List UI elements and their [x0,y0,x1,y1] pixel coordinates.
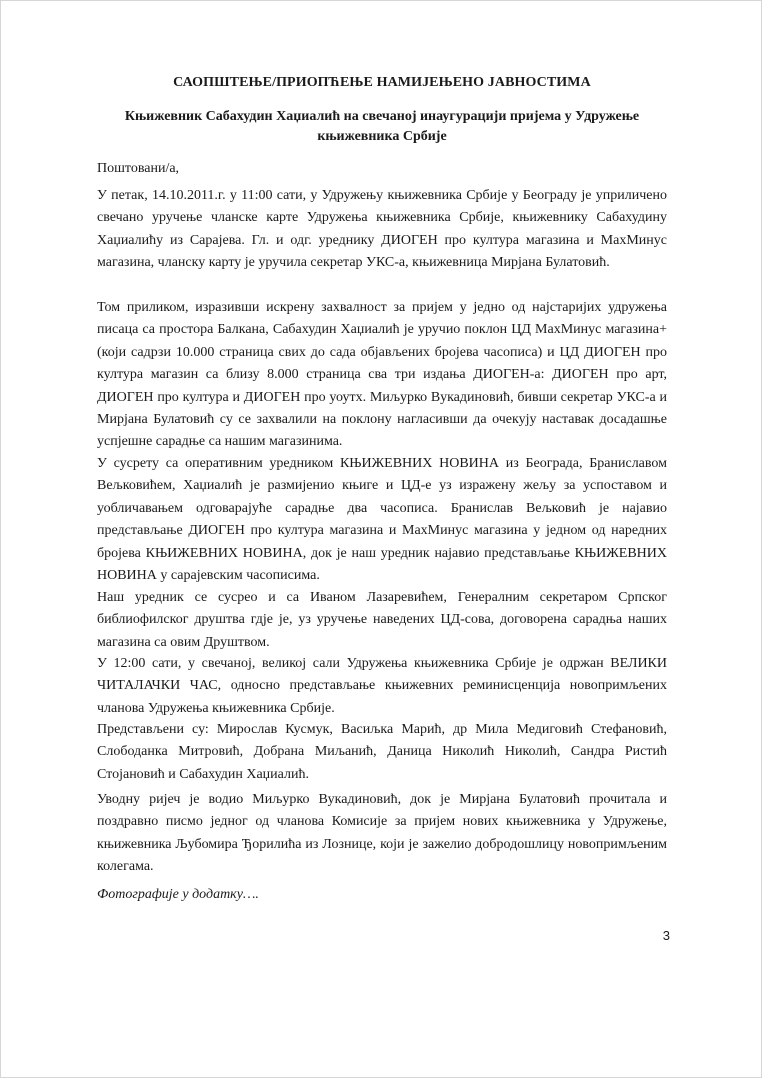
paragraph: Представљени су: Мирослав Кусмук, Васиљка Марић, др Мила Медиговић Стефановић, Слободанка Митровић, Добрана Миљанић, Даница Николић Николић, Сандра Ристић Стојановић и Сабахудин Хаџиалић. [97,722,667,782]
paragraph: У петак, 14.10.2011.г. у 11:00 сати, у Удружењу књижевника Србије у Београду је уприличено свечано уручење чланске карте Удружења књижевника Србије, књижевнику Сабахудину Хаџиалићу из Сарајева. Гл. и одг. уреднику ДИОГЕН про култура магазина и МахМинус магазина, чланску карту је уручила секретар УКС-а, књижевница Мирјана Булатовић. [97,188,667,271]
paragraph: Уводну ријеч је водио Миљурко Вукадиновић, док је Мирјана Булатовић прочитала и поздравно писмо једног од чланова Комисије за пријем нових књижевника у Удружење, књижевника Љубомира Ђорилића из Лознице, који је зажелио добродошлицу новопримљеним колегама. [97,792,667,875]
page-number: 3 [662,928,670,943]
document-heading: САОПШТЕЊЕ/ПРИОПЋЕЊЕ НАМИЈЕЊЕНО ЈАВНОСТИМА [173,75,591,90]
salutation: Поштовани/а, [97,161,180,176]
paragraph: У 12:00 сати, у свечаној, великој сали Удружења књижевника Србије је одржан ВЕЛИКИ ЧИТАЛАЧКИ ЧАС, односно представљање књижевних реминисценција новопримљених чланова Удружења књижевника Србије. [97,656,667,716]
paragraph: Наш уредник се сусрео и са Иваном Лазаревићем, Генералним секретаром Српског библиофилског друштва гдје је, уз уручење наведених ЦД-сова, договорена сарадња наших магазина са овим Друштвом. [97,590,667,650]
paragraph: Том приликом, изразивши искрену захвалност за пријем у једно од најстаријих удружења писаца са простора Балкана, Сабахудин Хаџиалић је уручио поклон ЦД МахМинус магазина+ (који садрзи 10.000 страница свих до сада објављених бројева часописа) и ЦД ДИОГЕН про култура магазин са близу 8.000 страница сва три издања ДИОГЕН-а: ДИОГЕН про арт, ДИОГЕН про култура и ДИОГЕН про уоутх. Миљурко Вукадиновић, бивши секретар УКС-а и Мирјана Булатовић су се захвалили на поклону нагласивши да очекују наставак досадашње успјешне сарадње са нашим магазинима. [97,300,667,450]
paragraph: У сусрету са оперативним уредником КЊИЖЕВНИХ НОВИНА из Београда, Браниславом Вељковићем, Хаџиалић је размијенио књиге и ЦД-е уз изражену жељу за успоставом и уобличавањем одговарајуће сарадње два часописа. Бранислав Вељковић је најавио представљање ДИОГЕН про култура магазина и МахМинус магазина у једном од наредних бројева КЊИЖЕВНИХ НОВИНА, док је наш уредник најавио представљање КЊИЖЕВНИХ НОВИНА у сарајевским часописима. [97,456,667,584]
closing-note: Фотографије у додатку…. [97,887,259,902]
document-subheading: Књижевник Сабахудин Хаџиалић на свечаној инаугурацији пријема у Удружење књижевника Србије [124,109,640,144]
